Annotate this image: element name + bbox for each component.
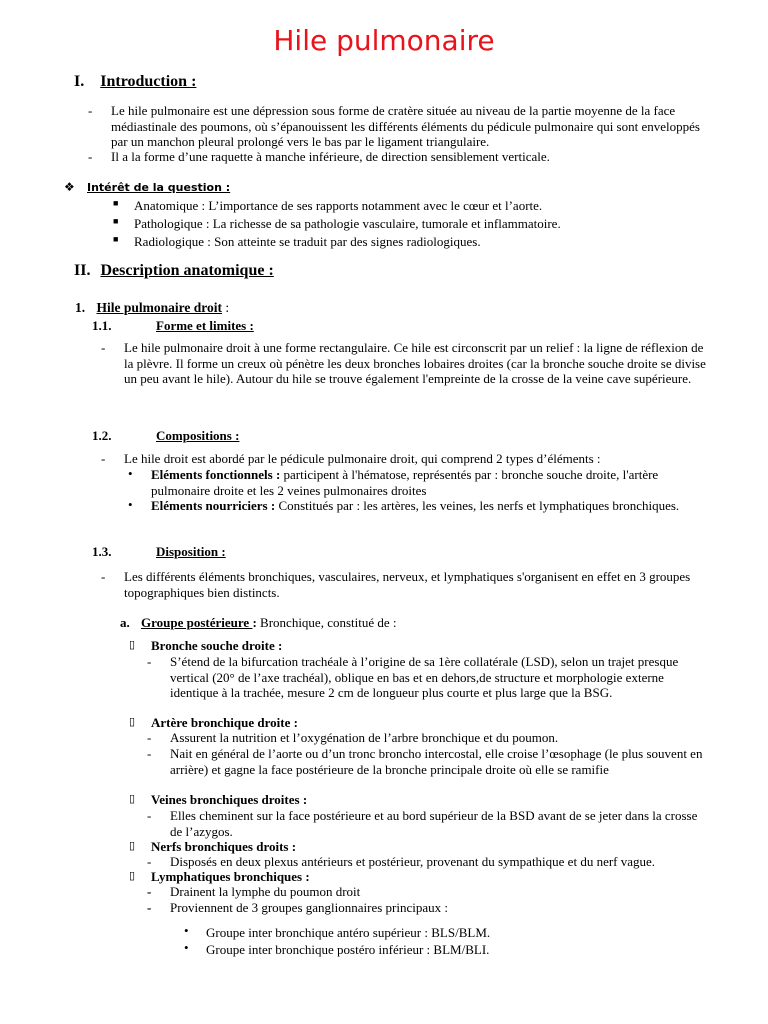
- element-label: Artère bronchique droite :: [151, 715, 298, 730]
- forme-paragraph: Le hile pulmonaire droit à une forme rectangulaire. Ce hile est circonscrit par un relief : la ligne de réflexion de la plèvre. Il forme un creux où pénètre les deux bronches lobaires droites (car la bronche souche droite se divise un peu avant le hile). Autour du hile se trouve également l'empreinte de la crosse de la veine cave supérieure.: [124, 340, 706, 386]
- interet-item: Pathologique : La richesse de sa pathologie vasculaire, tumorale et inflammatoire.: [134, 216, 561, 231]
- groupe-heading: a. Groupe postérieure : Bronchique, constitué de :: [120, 615, 397, 630]
- subsubsection-title: Forme et limites :: [156, 318, 254, 333]
- disposition-paragraph: Les différents éléments bronchiques, vasculaires, nerveux, et lymphatiques s'organisent en effet en 3 groupes topographiques bien distincts.: [124, 569, 691, 600]
- subsection-heading-hile-droit: [75, 300, 229, 316]
- dash-bullet: -: [147, 808, 152, 823]
- diamond-bullet-icon: ❖: [64, 180, 75, 194]
- subsection-number: 1.: [75, 300, 86, 315]
- dash-bullet: -: [147, 730, 152, 745]
- element-detail: Elles cheminent sur la face postérieure et au bord supérieur de la BSD avant de se jeter dans la crosse de l’azygos.: [170, 808, 698, 839]
- dash-bullet: -: [147, 900, 152, 915]
- subsubsection-title: Compositions :: [156, 428, 240, 443]
- dash-bullet: -: [101, 451, 106, 466]
- element-detail: Disposés en deux plexus antérieurs et postérieur, provenant du sympathique et du nerf vague.: [170, 854, 656, 869]
- element-label: Lymphatiques bronchiques :: [151, 869, 310, 884]
- section-number: II.: [74, 262, 91, 279]
- interet-heading: Intérêt de la question :: [87, 181, 231, 194]
- composition-item: Eléments fonctionnels : participent à l'hématose, représentés par : bronche souche droite, l'artère pulmonaire droite et les 2 veines pulmonaires droites: [151, 467, 659, 498]
- composition-item: Eléments nourriciers : Constitués par : les artères, les veines, les nerfs et lymphatiques bronchiques.: [151, 498, 680, 513]
- compositions-paragraph: Le hile droit est abordé par le pédicule pulmonaire droit, qui comprend 2 types d’éléments :: [124, 451, 601, 466]
- round-bullet-icon: •: [184, 923, 189, 938]
- box-bullet-icon: ▯: [129, 870, 136, 882]
- element-label: Nerfs bronchiques droits :: [151, 839, 297, 854]
- document-title: Hile pulmonaire: [273, 24, 495, 57]
- subsubsection-number: 1.1.: [92, 318, 112, 333]
- section-heading-introduction: [74, 73, 196, 91]
- square-bullet-icon: ■: [113, 198, 119, 208]
- section-number: I.: [74, 73, 85, 90]
- subsubsection-number: 1.3.: [92, 544, 112, 559]
- section-heading-description: [74, 262, 274, 280]
- dash-bullet: -: [88, 149, 93, 164]
- section-title: Introduction :: [100, 73, 197, 90]
- round-bullet-icon: •: [128, 466, 133, 481]
- square-bullet-icon: ■: [113, 216, 119, 226]
- dash-bullet: -: [101, 340, 106, 355]
- box-bullet-icon: ▯: [129, 840, 136, 852]
- intro-paragraph: Le hile pulmonaire est une dépression sous forme de cratère située au niveau de la partie moyenne de la face médiastinale des poumons, où s’épanouissent les différents éléments du pédicule pulmonaire qui sont enveloppés par un manchon pleural prolongé vers le bas par le ligament triangulaire.: [111, 103, 700, 149]
- interet-item: Anatomique : L’importance de ses rapports notamment avec le cœur et l’aorte.: [134, 198, 543, 213]
- dash-bullet: -: [147, 746, 152, 761]
- subsection-title: Hile pulmonaire droit: [96, 300, 223, 315]
- section-title: Description anatomique :: [100, 262, 274, 279]
- intro-paragraph: Il a la forme d’une raquette à manche inférieure, de direction sensiblement verticale.: [111, 149, 550, 164]
- round-bullet-icon: •: [128, 497, 133, 512]
- dash-bullet: -: [147, 654, 152, 669]
- ganglion-item: Groupe inter bronchique postéro inférieur : BLM/BLI.: [206, 942, 490, 957]
- interet-item: Radiologique : Son atteinte se traduit par des signes radiologiques.: [134, 234, 481, 249]
- round-bullet-icon: •: [184, 940, 189, 955]
- box-bullet-icon: ▯: [129, 639, 136, 651]
- element-detail: Drainent la lymphe du poumon droit: [170, 884, 361, 899]
- element-label: Bronche souche droite :: [151, 638, 283, 653]
- element-detail: Assurent la nutrition et l’oxygénation de l’arbre bronchique et du poumon.: [170, 730, 559, 745]
- ganglion-item: Groupe inter bronchique antéro supérieur : BLS/BLM.: [206, 925, 491, 940]
- box-bullet-icon: ▯: [129, 716, 136, 728]
- subsection-colon: :: [222, 300, 230, 315]
- dash-bullet: -: [147, 884, 152, 899]
- subsubsection-number: 1.2.: [92, 428, 112, 443]
- dash-bullet: -: [101, 569, 106, 584]
- element-detail: Nait en général de l’aorte ou d’un tronc broncho intercostal, elle croise l’œsophage (le plus souvent en arrière) et gagne la face postérieure de la bronche principale droite où elle se ramifie: [170, 746, 703, 777]
- element-label: Veines bronchiques droites :: [151, 792, 308, 807]
- dash-bullet: -: [147, 854, 152, 869]
- element-detail: S’étend de la bifurcation trachéale à l’origine de sa 1ère collatérale (LSD), selon un trajet presque vertical (20° de l’axe trachéal), oblique en bas et en dehors,de structure et morphologie externe identique à la trachée, mesure 2 cm de longueur plus courte et plus large que la BSG.: [170, 654, 679, 700]
- dash-bullet: -: [88, 103, 93, 118]
- square-bullet-icon: ■: [113, 234, 119, 244]
- box-bullet-icon: ▯: [129, 793, 136, 805]
- subsubsection-title: Disposition :: [156, 544, 226, 559]
- element-detail: Proviennent de 3 groupes ganglionnaires principaux :: [170, 900, 448, 915]
